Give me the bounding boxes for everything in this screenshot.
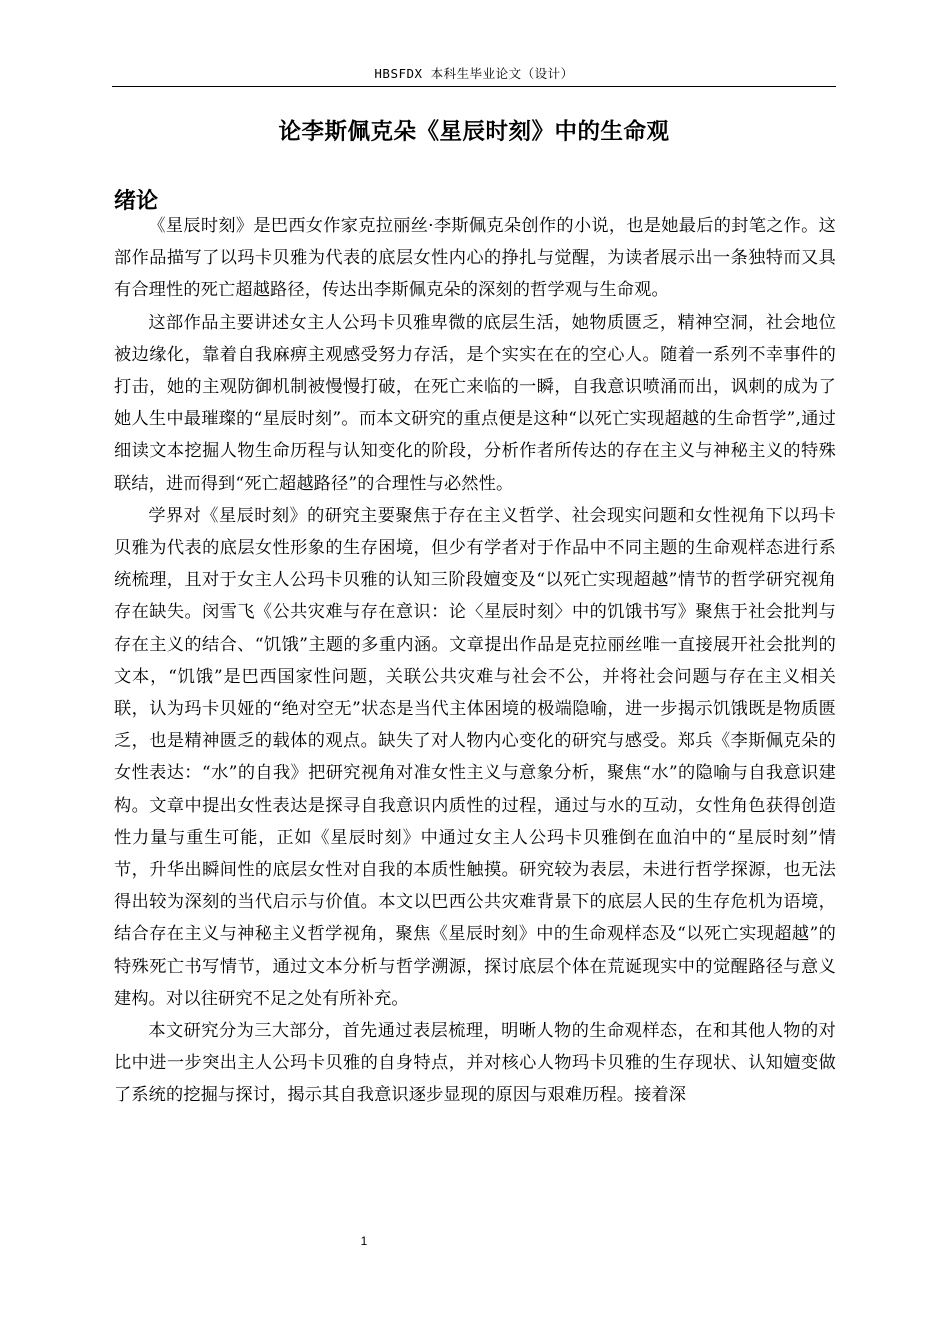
paragraph: 这部作品主要讲述女主人公玛卡贝雅卑微的底层生活，她物质匮乏，精神空洞，社会地位被边缘化，靠着自我麻痹主观感受努力存活，是个实实在在的空心人。随着一系列不幸事件的打击，她的主观防御机制被慢慢打破，在死亡来临的一瞬，自我意识喷涌而出，讽刺的成为了她人生中最璀璨的“星辰时刻”。而本文研究的重点便是这种“以死亡实现超越的生命哲学”,通过细读文本挖掘人物生命历程与认知变化的阶段，分析作者所传达的存在主义与神秘主义的特殊联结，进而得到“死亡超越路径”的合理性与必然性。 bbox=[114, 312, 836, 494]
paper-title: 论李斯佩克朵《星辰时刻》中的生命观 bbox=[278, 119, 670, 145]
page-number: 1 bbox=[360, 1234, 368, 1248]
body-text bbox=[114, 210, 836, 1112]
running-header: HBSFDX 本科生毕业论文（设计） bbox=[374, 66, 574, 81]
paragraph: 本文研究分为三大部分，首先通过表层梳理，明晰人物的生命观样态，在和其他人物的对比中进一步突出主人公玛卡贝雅的自身特点，并对核心人物玛卡贝雅的生存现状、认知嬗变做了系统的挖掘与探讨，揭示其自我意识逐步显现的原因与艰难历程。接着深 bbox=[114, 1021, 836, 1106]
paragraph: 学界对《星辰时刻》的研究主要聚焦于存在主义哲学、社会现实问题和女性视角下以玛卡贝雅为代表的底层女性形象的生存困境，但少有学者对于作品中不同主题的生命观样态进行系统梳理，且对于女主人公玛卡贝雅的认知三阶段嬗变及“以死亡实现超越”情节的哲学研究视角存在缺失。闵雪飞《公共灾难与存在意识：论〈星辰时刻〉中的饥饿书写》聚焦于社会批判与存在主义的结合、“饥饿”主题的多重内涵。文章提出作品是克拉丽丝唯一直接展开社会批判的文本，“饥饿”是巴西国家性问题，关联公共灾难与社会不公，并将社会问题与存在主义相关联，认为玛卡贝娅的“绝对空无”状态是当代主体困境的极端隐喻，进一步揭示饥饿既是物质匮乏，也是精神匮乏的载体的观点。缺失了对人物内心变化的研究与感受。郑兵《李斯佩克朵的女性表达：“水”的自我》把研究视角对准女性主义与意象分析，聚焦“水”的隐喻与自我意识建构。文章中提出女性表达是探寻自我意识内质性的过程，通过与水的互动，女性角色获得创造性力量与重生可能，正如《星辰时刻》中通过女主人公玛卡贝雅倒在血泊中的“星辰时刻”情节，升华出瞬间性的底层女性对自我的本质性触摸。研究较为表层，未进行哲学探源，也无法得出较为深刻的当代启示与价值。本文以巴西公共灾难背景下的底层人民的生存危机为语境，结合存在主义与神秘主义哲学视角，聚焦《星辰时刻》中的生命观样态及“以死亡实现超越”的特殊死亡书写情节，通过文本分析与哲学溯源，探讨底层个体在荒诞现实中的觉醒路径与意义建构。对以往研究不足之处有所补充。 bbox=[114, 505, 836, 1009]
section-heading: 绪论 bbox=[114, 189, 159, 214]
header-rule bbox=[112, 86, 836, 87]
paragraph: 《星辰时刻》是巴西女作家克拉丽丝·李斯佩克朵创作的小说，也是她最后的封笔之作。这部作品描写了以玛卡贝雅为代表的底层女性内心的挣扎与觉醒，为读者展示出一条独特而又具有合理性的死亡超越路径，传达出李斯佩克朵的深刻的哲学观与生命观。 bbox=[114, 216, 836, 301]
